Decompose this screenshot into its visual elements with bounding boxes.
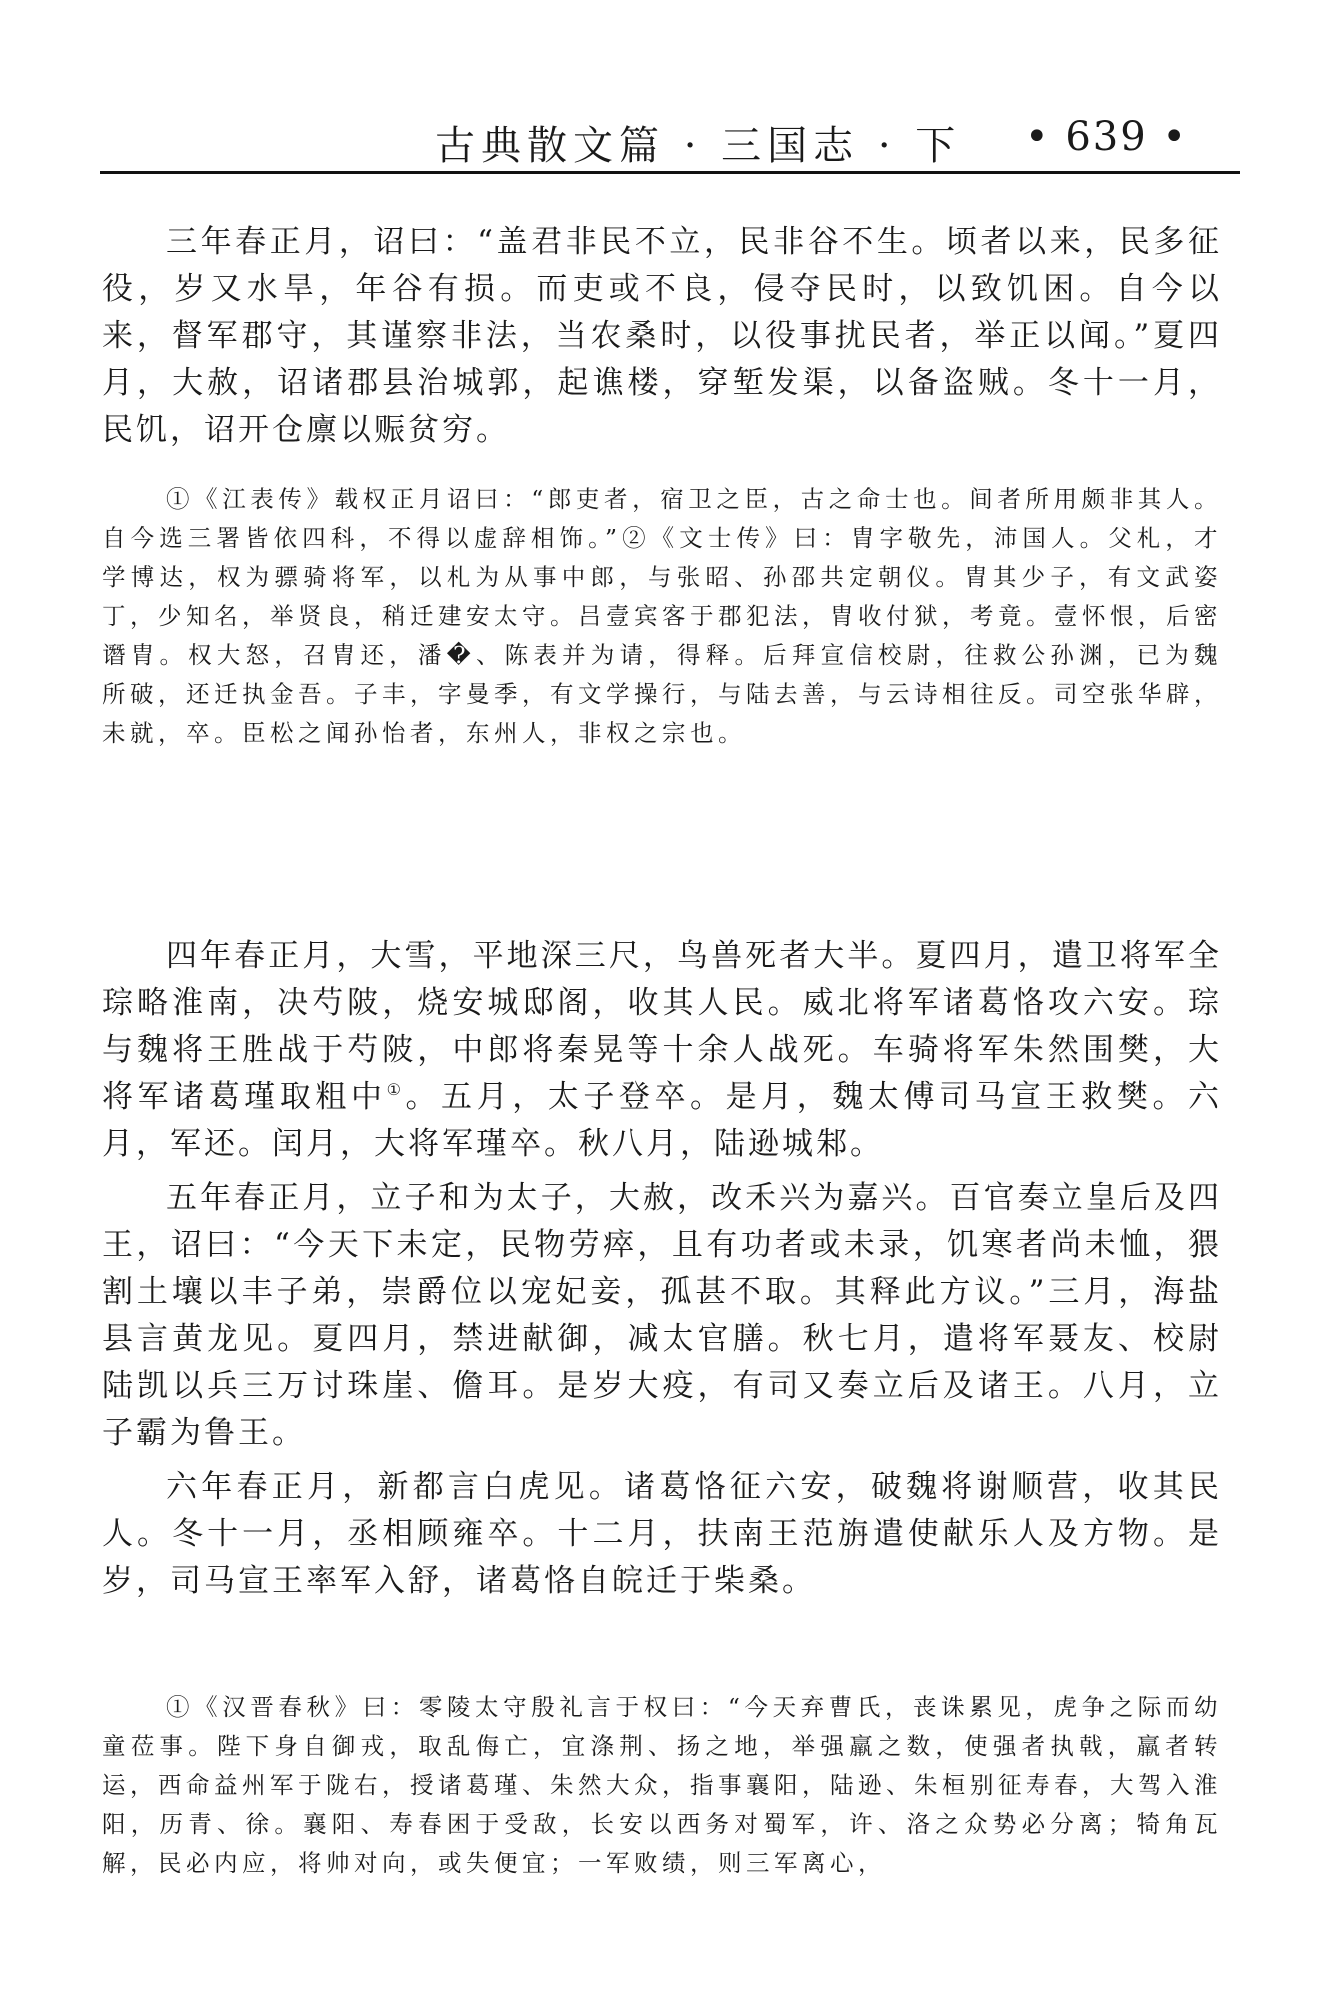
footnote-1: ①《江表传》载权正月诏曰：“郎吏者，宿卫之臣，古之命士也。间者所用颇非其人。自今选三署皆依四科，不得以虚辞相饰。”②《文士传》曰：胄字敬先，沛国人。父札，才学博达，权为骠骑将军，以札为从事中郎，与张昭、孙邵共定朝仪。胄其少子，有文武姿丁，少知名，举贤良，稍迁建安太守。吕壹宾客于郡犯法，胄收付狱，考竟。壹怀恨，后密谮胄。权大怒，召胄还，潘�、陈表并为请，得释。后拜宣信校尉，往救公孙渊，已为魏所破，还迁执金吾。子丰，字曼季，有文学操行，与陆去善，与云诗相往反。司空张华辟，未就，卒。臣松之闻孙怡者，东州人，非权之宗也。 [102, 485, 1222, 747]
paragraph-year-5: 五年春正月，立子和为太子，大赦，改禾兴为嘉兴。百官奏立皇后及四王，诏曰：“今天下未定，民物劳瘁，且有功者或未录，饥寒者尚未恤，猥割土壤以丰子弟，崇爵位以宠妃妾，孤甚不取。其释此方议。”三月，海盐县言黄龙见。夏四月，禁进献御，减太官膳。秋七月，遣将军聂友、校尉陆凯以兵三万讨珠崖、儋耳。是岁大疫，有司又奏立后及诸王。八月，立子霸为鲁王。 [102, 1180, 1222, 1451]
paragraph-year-3: 三年春正月，诏曰：“盖君非民不立，民非谷不生。顷者以来，民多征役，岁又水旱，年谷有损。而吏或不良，侵夺民时，以致饥困。自今以来，督军郡守，其谨察非法，当农桑时，以役事扰民者，举正以闻。”夏四月，大赦，诏诸郡县治城郭，起谯楼，穿堑发渠，以备盗贼。冬十一月，民饥，诏开仓廪以赈贫穷。 [102, 224, 1222, 448]
footnote-block-1 [102, 480, 1222, 753]
paragraph-year-4 [102, 933, 1222, 1168]
section-year-3 [102, 219, 1222, 454]
footnote-marker: ① [386, 1080, 406, 1099]
footnote-block-2 [102, 1688, 1222, 1883]
paragraph-year-4-text-b: 。五月，太子登卒。是月，魏太傅司马宣王救樊。六月，军还。闰月，大将军瑾卒。秋八月，陆逊城邾。 [102, 1079, 1223, 1162]
paragraph-year-4-text-a: 四年春正月，大雪，平地深三尺，鸟兽死者大半。夏四月，遣卫将军全琮略淮南，决芍陂，烧安城邸阁，收其人民。威北将军诸葛恪攻六安。琮与魏将王胜战于芍陂，中郎将秦晃等十余人战死。车骑将军朱然围樊，大将军诸葛瑾取粗中 [102, 938, 1222, 1115]
paragraph-year-6: 六年春正月，新都言白虎见。诸葛恪征六安，破魏将谢顺营，收其民人。冬十一月，丞相顾雍卒。十二月，扶南王范旃遣使献乐人及方物。是岁，司马宣王率军入舒，诸葛恪自皖迁于柴桑。 [102, 1469, 1222, 1599]
running-header [100, 108, 1240, 170]
header-rule [100, 171, 1240, 174]
page-number: • 639 • [1025, 114, 1188, 160]
running-title: 古典散文篇 · 三国志 · 下 [435, 123, 962, 169]
section-years-4-6 [102, 933, 1222, 1605]
footnote-2: ①《汉晋春秋》曰：零陵太守殷礼言于权曰：“今天弃曹氏，丧诛累见，虎争之际而幼童莅事。陛下身自御戎，取乱侮亡，宜涤荆、扬之地，举强羸之数，使强者执戟，羸者转运，西命益州军于陇右，授诸葛瑾、朱然大众，指事襄阳，陆逊、朱桓别征寿春，大驾入淮阳，历青、徐。襄阳、寿春困于受敌，长安以西务对蜀军，许、洛之众势必分离；犄角瓦解，民必内应，将帅对向，或失便宜；一军败绩，则三军离心， [102, 1693, 1222, 1877]
